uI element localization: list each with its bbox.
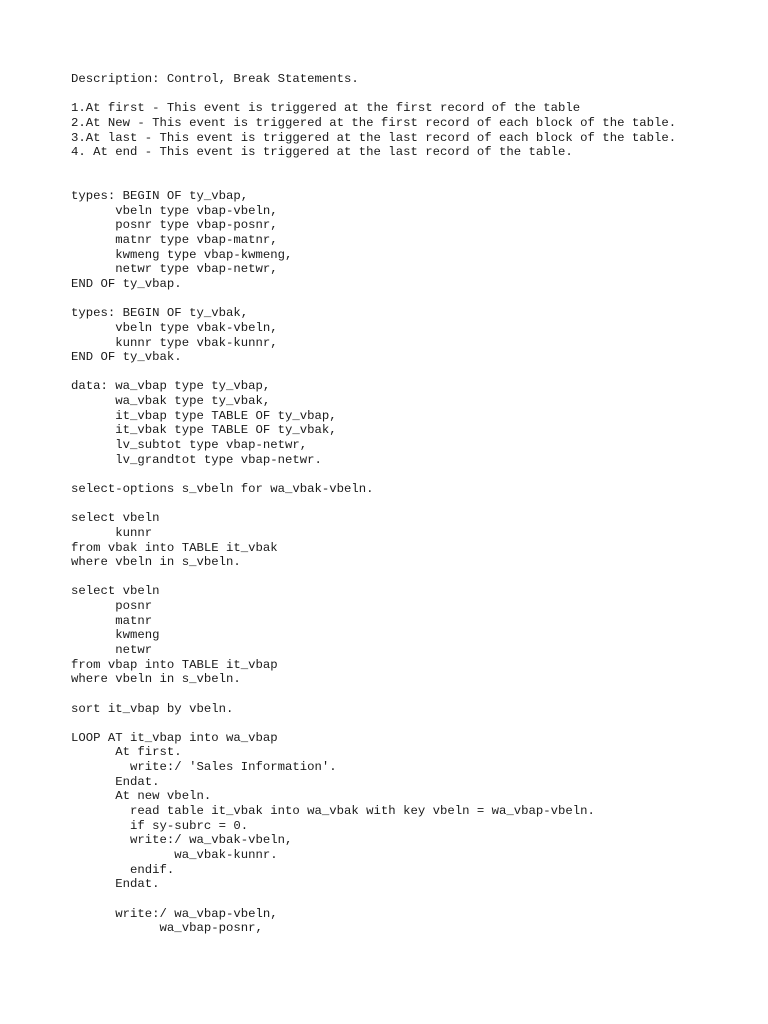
code-line: if sy-subrc = 0. <box>71 818 249 833</box>
code-line: 4. At end - This event is triggered at the last record of the table. <box>71 145 573 160</box>
code-line: select vbeln <box>71 584 160 599</box>
code-line: kunnr <box>71 525 153 540</box>
blank-line <box>71 497 676 512</box>
code-line: sort it_vbap by vbeln. <box>71 701 234 716</box>
code-line: select-options s_vbeln for wa_vbak-vbeln. <box>71 481 374 496</box>
blank-line <box>71 467 676 482</box>
code-line: where vbeln in s_vbeln. <box>71 672 241 687</box>
blank-line <box>71 174 676 189</box>
blank-line <box>71 160 676 175</box>
code-line: wa_vbap-posnr, <box>71 921 263 936</box>
code-line: Endat. <box>71 774 160 789</box>
blank-line <box>71 365 676 380</box>
code-line: At new vbeln. <box>71 789 212 804</box>
code-line: 3.At last - This event is triggered at the last record of each block of the table. <box>71 130 677 145</box>
code-line: kwmeng <box>71 628 160 643</box>
code-line: netwr type vbap-netwr, <box>71 262 278 277</box>
code-line: endif. <box>71 862 175 877</box>
code-line: lv_grandtot type vbap-netwr. <box>71 452 322 467</box>
code-line: lv_subtot type vbap-netwr, <box>71 438 308 453</box>
code-line: write:/ 'Sales Information'. <box>71 760 337 775</box>
code-line: wa_vbak-kunnr. <box>71 847 278 862</box>
code-line: write:/ wa_vbak-vbeln, <box>71 833 293 848</box>
code-line: LOOP AT it_vbap into wa_vbap <box>71 730 278 745</box>
code-line: from vbap into TABLE it_vbap <box>71 657 278 672</box>
code-line: 2.At New - This event is triggered at the first record of each block of the table. <box>71 115 677 130</box>
code-line: types: BEGIN OF ty_vbap, <box>71 189 249 204</box>
code-line: read table it_vbak into wa_vbak with key vbeln = wa_vbap-vbeln. <box>71 804 595 819</box>
code-line: kwmeng type vbap-kwmeng, <box>71 247 293 262</box>
code-line: END OF ty_vbak. <box>71 350 182 365</box>
code-line: netwr <box>71 642 153 657</box>
code-line: where vbeln in s_vbeln. <box>71 555 241 570</box>
code-line: types: BEGIN OF ty_vbak, <box>71 306 249 321</box>
code-line: write:/ wa_vbap-vbeln, <box>71 906 278 921</box>
blank-line <box>71 892 676 907</box>
code-line: wa_vbak type ty_vbak, <box>71 394 271 409</box>
blank-line <box>71 570 676 585</box>
code-line: select vbeln <box>71 511 160 526</box>
code-line: it_vbak type TABLE OF ty_vbak, <box>71 423 337 438</box>
code-line: data: wa_vbap type ty_vbap, <box>71 379 271 394</box>
code-line: END OF ty_vbap. <box>71 276 182 291</box>
code-line: Description: Control, Break Statements. <box>71 72 359 86</box>
code-listing <box>71 72 676 936</box>
code-line: matnr type vbap-matnr, <box>71 233 278 248</box>
code-line: posnr type vbap-posnr, <box>71 218 278 233</box>
blank-line <box>71 687 676 702</box>
code-line: vbeln type vbap-vbeln, <box>71 203 278 218</box>
code-line: kunnr type vbak-kunnr, <box>71 335 278 350</box>
code-line: vbeln type vbak-vbeln, <box>71 320 278 335</box>
blank-line <box>71 87 676 102</box>
code-line: matnr <box>71 613 153 628</box>
code-line: 1.At first - This event is triggered at the first record of the table <box>71 101 581 116</box>
blank-line <box>71 716 676 731</box>
blank-line <box>71 292 676 307</box>
code-line: Endat. <box>71 877 160 892</box>
code-line: posnr <box>71 599 153 614</box>
code-line: it_vbap type TABLE OF ty_vbap, <box>71 408 337 423</box>
code-line: from vbak into TABLE it_vbak <box>71 540 278 555</box>
code-line: At first. <box>71 745 182 760</box>
